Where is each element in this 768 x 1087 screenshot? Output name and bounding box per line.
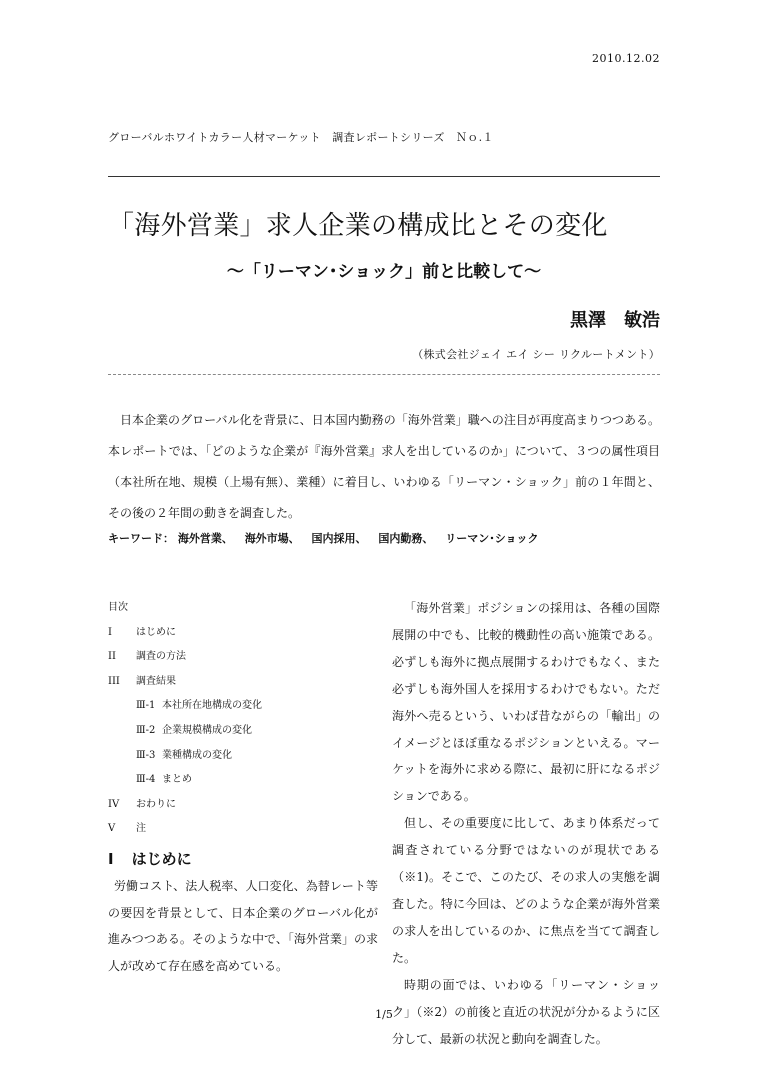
- author-affiliation: （株式会社ジェイ エイ シー リクルートメント）: [412, 348, 660, 361]
- document-title: 「海外営業」求人企業の構成比とその変化: [108, 211, 608, 241]
- toc-item-label: おわりに: [136, 798, 176, 810]
- toc-item-number: IV: [108, 798, 120, 810]
- title-divider: [108, 374, 660, 375]
- toc-item-label: 調査の方法: [136, 651, 186, 663]
- report-date: 2010.12.02: [592, 52, 660, 65]
- toc-heading: 目次: [108, 602, 128, 613]
- document-subtitle: 〜「リーマン･ショック」前と比較して〜: [226, 262, 542, 282]
- toc-item-number: Ⅲ-3: [136, 749, 156, 761]
- section-number: I: [108, 850, 114, 868]
- toc-subitem: [108, 744, 378, 769]
- toc-subitem: [108, 719, 378, 744]
- author-name: 黒澤 敏浩: [570, 310, 660, 331]
- section-body: 労働コスト、法人税率、人口変化、為替レート等の要因を背景として、日本企業のグローバル化が進みつつある。そのような中で、「海外営業」の求人が改めて存在感を高めている。: [108, 879, 378, 973]
- toc-item: [108, 817, 378, 842]
- toc-item-number: Ⅲ-1: [136, 700, 156, 712]
- toc-item: [108, 793, 378, 818]
- section-heading: [108, 848, 192, 869]
- toc-item-label: はじめに: [136, 626, 176, 638]
- series-title: グローバルホワイトカラー人材マーケット 調査レポートシリーズ Ｎｏ.１: [108, 131, 494, 144]
- abstract-paragraph: 日本企業のグローバル化を背景に、日本国内勤務の「海外営業」職への注目が再度高まりつつある。本レポートでは、「どのような企業が『海外営業』求人を出しているのか」について、３つの属性項目（本社所在地、規模（上場有無）、業種）に着目し、いわゆる「リーマン・ショック」前の１年間と、その後の２年間の動きを調査した。: [108, 413, 660, 520]
- keywords-label: キーワード：: [108, 532, 174, 545]
- toc-item-number: V: [108, 823, 116, 835]
- body-paragraph: 但し、その重要度に比して、あまり体系だって調査されている分野ではないのが現状である（※1)。そこで、このたび、その求人の実態を調査した。特に今回は、どのような企業が海外営業の求人を出しているのか、に焦点を当てて調査した。: [392, 816, 660, 965]
- toc-item-label: 注: [136, 823, 146, 835]
- keyword: 海外市場、: [244, 532, 300, 545]
- right-column-text: [392, 595, 660, 1052]
- page-number: 1/5: [375, 1008, 393, 1021]
- toc-subitem: [108, 768, 378, 793]
- keyword: リーマン･ショック: [445, 532, 539, 545]
- toc-item-number: Ⅲ-4: [136, 774, 156, 786]
- section-title: はじめに: [131, 850, 192, 868]
- keyword: 国内採用、: [311, 532, 367, 545]
- toc-item-label: 企業規模構成の変化: [162, 724, 252, 736]
- keyword: 海外営業、: [177, 532, 233, 545]
- keywords-line: [108, 530, 547, 546]
- table-of-contents: [108, 596, 378, 842]
- body-paragraph: 「海外営業」ポジションの採用は、各種の国際展開の中でも、比較的機動性の高い施策である。必ずしも海外に拠点展開するわけでもなく、また必ずしも海外国人を採用するわけでもない。ただ海外へ売るという、いわば昔ながらの「輸出」のイメージとほぼ重なるポジションといえる。マーケットを海外に求める際に、最初に肝になるポジションである。: [392, 601, 660, 804]
- toc-item: [108, 621, 378, 646]
- toc-item-number: I: [108, 626, 112, 638]
- toc-item-label: 調査結果: [136, 675, 176, 687]
- toc-item-label: 業種構成の変化: [162, 749, 232, 761]
- toc-subitem: [108, 694, 378, 719]
- header-divider: [108, 176, 660, 177]
- toc-item: [108, 645, 378, 670]
- toc-item-label: まとめ: [162, 774, 192, 786]
- toc-item-number: III: [108, 675, 120, 687]
- toc-item-number: II: [108, 651, 116, 663]
- keyword: 国内勤務、: [378, 532, 434, 545]
- toc-item-number: Ⅲ-2: [136, 724, 156, 736]
- body-paragraph: 時期の面では、いわゆる「リーマン・ショック」（※2）の前後と直近の状況が分かるように区分して、最新の状況と動向を調査した。: [392, 977, 660, 1046]
- toc-item: [108, 670, 378, 695]
- toc-item-label: 本社所在地構成の変化: [162, 700, 262, 712]
